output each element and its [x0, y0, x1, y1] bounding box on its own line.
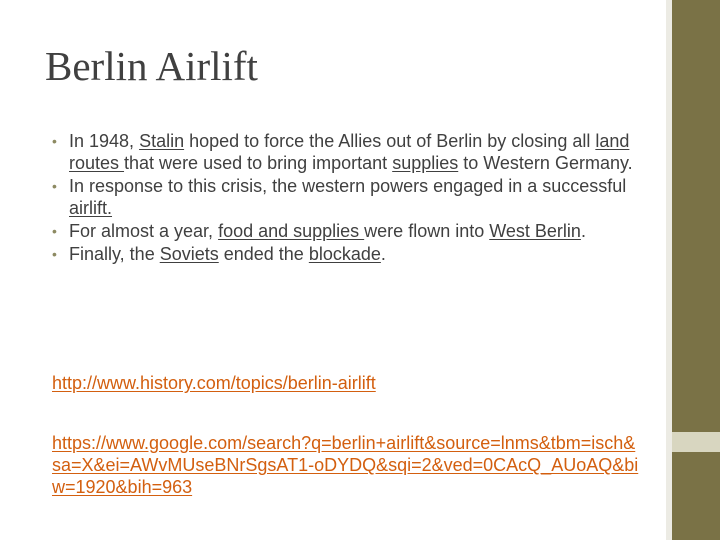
bullet-item	[52, 243, 652, 265]
bullet-text: .	[380, 244, 386, 264]
history-link[interactable]: http://www.history.com/topics/berlin-airlift	[52, 373, 376, 393]
bullet-text: .	[580, 221, 586, 241]
bullet-text: Finally, the	[69, 244, 160, 264]
google-search-link[interactable]: https://www.google.com/search?q=berlin+airlift&source=lnms&tbm=isch&sa=X&ei=AWvMUseBNrSgsAT1-oDYDQ&sqi=2&ved=0CAcQ_AUoAQ&biw=1920&bih=963	[52, 433, 639, 497]
underlined-term: land routes	[69, 131, 630, 173]
bullet-text: In response to this crisis, the western powers engaged in a successful	[69, 176, 627, 196]
bullet-item	[52, 220, 652, 242]
bullet-text: to Western Germany.	[458, 153, 633, 173]
bullet-text: ended the	[218, 244, 309, 264]
bullet-item	[52, 130, 652, 174]
bullet-dot-icon: •	[52, 178, 57, 194]
bullet-text: For almost a year,	[69, 221, 219, 241]
underlined-term: food and supplies	[218, 221, 365, 241]
bullet-text: hoped to force the Allies out of Berlin by closing all	[184, 131, 596, 151]
bullet-dot-icon: •	[52, 133, 57, 149]
bullet-dot-icon: •	[52, 246, 57, 262]
bullet-text: that were used to bring important	[124, 153, 393, 173]
underlined-term: airlift.	[69, 198, 113, 218]
underlined-term: blockade	[308, 244, 381, 264]
underlined-term: West Berlin	[489, 221, 581, 241]
underlined-term: Soviets	[159, 244, 219, 264]
bullet-item	[52, 175, 652, 219]
bullet-list	[52, 130, 652, 266]
sidebar-dark-band	[672, 0, 720, 540]
underlined-term: Stalin	[139, 131, 185, 151]
slide-title: Berlin Airlift	[45, 43, 258, 89]
bullet-dot-icon: •	[52, 223, 57, 239]
bullet-text: were flown into	[364, 221, 490, 241]
sidebar-accent-block	[672, 432, 720, 452]
underlined-term: supplies	[392, 153, 459, 173]
bullet-text: In 1948,	[69, 131, 140, 151]
